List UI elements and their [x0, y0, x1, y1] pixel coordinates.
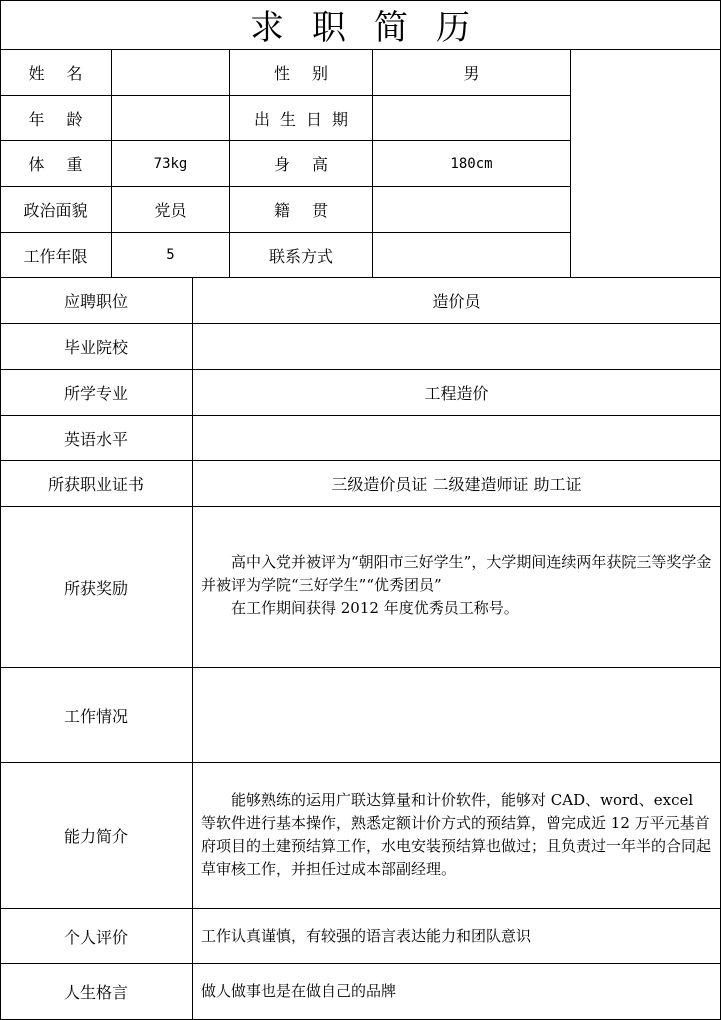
name-value[interactable] [112, 50, 230, 96]
evaluation-label: 个人评价 [0, 909, 193, 964]
award-paragraph-2: 在工作期间获得 2012 年度优秀员工称号。 [231, 599, 519, 617]
height-label: 身高 [230, 141, 373, 187]
certificate-label: 所获职业证书 [0, 461, 193, 507]
gender-label: 性别 [230, 50, 373, 96]
award-paragraph-1: 高中入党并被评为“朝阳市三好学生”，大学期间连续两年获院三等奖学金并被评为学院“三好学生”“优秀团员” [201, 553, 712, 594]
native-place-label: 籍贯 [230, 187, 373, 233]
award-label: 所获奖励 [0, 507, 193, 668]
certificate-value[interactable]: 三级造价员证 二级建造师证 助工证 [193, 461, 721, 507]
age-value[interactable] [112, 96, 230, 141]
contact-value[interactable] [373, 233, 571, 278]
gender-value[interactable]: 男 [373, 50, 571, 96]
name-label: 姓名 [0, 50, 112, 96]
motto-label: 人生格言 [0, 964, 193, 1020]
photo-box[interactable] [571, 50, 721, 278]
english-label: 英语水平 [0, 416, 193, 461]
work-label: 工作情况 [0, 668, 193, 763]
age-label: 年龄 [0, 96, 112, 141]
work-years-label: 工作年限 [0, 233, 112, 278]
work-years-value[interactable]: 5 [112, 233, 230, 278]
birth-date-value[interactable] [373, 96, 571, 141]
school-label: 毕业院校 [0, 324, 193, 370]
native-place-value[interactable] [373, 187, 571, 233]
weight-value[interactable]: 73kg [112, 141, 230, 187]
weight-label: 体重 [0, 141, 112, 187]
politics-value[interactable]: 党员 [112, 187, 230, 233]
position-value[interactable]: 造价员 [193, 278, 721, 324]
major-label: 所学专业 [0, 370, 193, 416]
ability-value[interactable] [193, 763, 721, 909]
major-value[interactable]: 工程造价 [193, 370, 721, 416]
page-title: 求职简历 [0, 0, 721, 50]
ability-paragraph: 能够熟练的运用广联达算量和计价软件，能够对 CAD、word、excel 等软件进行基本操作，熟悉定额计价方式的预结算，曾完成近 12 万平元基首府项目的土建预结算工作，水电安装预结算也做过；且负责过一年半的合同起草审核工作，并担任过成本部副经理。 [201, 791, 712, 878]
politics-label: 政治面貌 [0, 187, 112, 233]
award-value[interactable] [193, 507, 721, 668]
motto-value[interactable]: 做人做事也是在做自己的品牌 [193, 964, 721, 1020]
contact-label: 联系方式 [230, 233, 373, 278]
school-value[interactable] [193, 324, 721, 370]
ability-label: 能力简介 [0, 763, 193, 909]
work-value[interactable] [193, 668, 721, 763]
english-value[interactable] [193, 416, 721, 461]
position-label: 应聘职位 [0, 278, 193, 324]
evaluation-value[interactable]: 工作认真谨慎，有较强的语言表达能力和团队意识 [193, 909, 721, 964]
birth-date-label: 出生日期 [230, 96, 373, 141]
height-value[interactable]: 180cm [373, 141, 571, 187]
